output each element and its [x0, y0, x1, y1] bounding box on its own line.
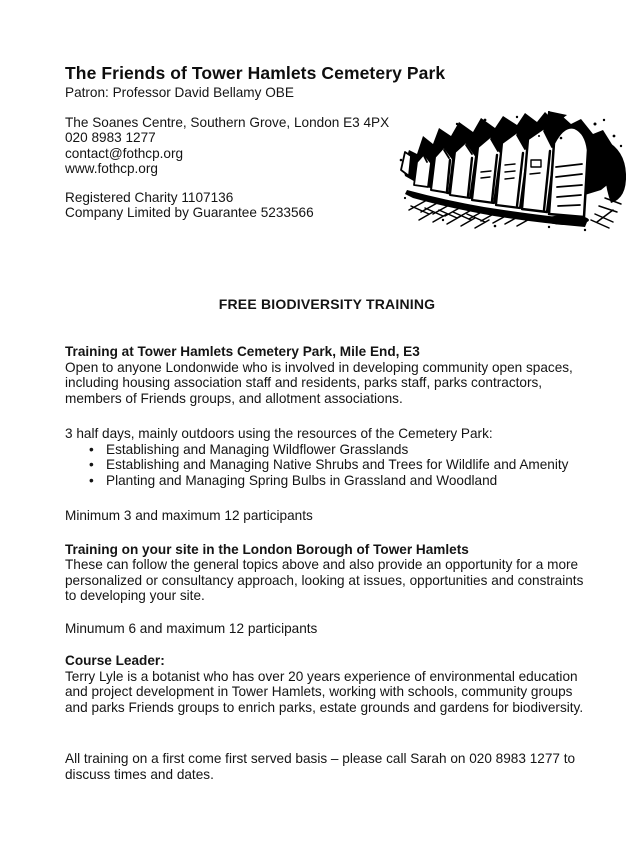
- bullet-icon: •: [89, 457, 94, 472]
- list-item: [65, 457, 589, 473]
- letterhead: [65, 62, 589, 221]
- flyer-title: FREE BIODIVERSITY TRAINING: [218, 295, 436, 312]
- course-bullet-text: Establishing and Managing Wildflower Grasslands: [106, 441, 409, 457]
- contact-block: [65, 115, 589, 177]
- paragraph-site-training: These can follow the general topics above and also provide an opportunity for a more personalized or consultancy approach, looking at issues, opportunities and constraints to developing your site.: [65, 557, 584, 603]
- org-name: The Friends of Tower Hamlets Cemetery Park: [65, 63, 446, 83]
- charity-number-line: Registered Charity 1107136: [65, 189, 234, 205]
- course-bullet-list: [65, 442, 589, 489]
- registration-block: [65, 190, 589, 221]
- company-number-line: Company Limited by Guarantee 5233566: [65, 205, 314, 220]
- document-content: [65, 62, 589, 782]
- participants-site-line: Minumum 6 and maximum 12 participants: [65, 620, 318, 636]
- course-bullet-text: Planting and Managing Spring Bulbs in Grassland and Woodland: [106, 472, 498, 488]
- paragraph-course-intro: 3 half days, mainly outdoors using the resources of the Cemetery Park:: [65, 426, 493, 441]
- bullet-icon: •: [89, 441, 94, 457]
- list-item: [65, 442, 589, 458]
- section-heading-park-training: Training at Tower Hamlets Cemetery Park, Mile End, E3: [65, 344, 420, 359]
- section-course-list: [65, 426, 589, 488]
- flyer-body: [65, 297, 589, 783]
- paragraph-park-training: Open to anyone Londonwide who is involved in developing community open spaces, including housing association staff and residents, parks staff, parks contractors, members of Friends groups, and allotment associations.: [65, 359, 573, 406]
- address-line: The Soanes Centre, Southern Grove, London E3 4PX: [65, 114, 390, 130]
- booking-footer-line: All training on a first come first served basis – please call Sarah on 020 8983 1277 to discuss times and dates.: [65, 751, 576, 782]
- section-course-leader: [65, 653, 589, 715]
- section-site-training: [65, 542, 589, 604]
- website-line: www.fothcp.org: [65, 161, 158, 176]
- participants-park-line: Minimum 3 and maximum 12 participants: [65, 508, 313, 523]
- section-heading-site-training: Training on your site in the London Borough of Tower Hamlets: [65, 541, 469, 557]
- patron-line: Patron: Professor David Bellamy OBE: [65, 85, 294, 100]
- list-item: [65, 473, 589, 489]
- bullet-icon: •: [89, 472, 94, 488]
- section-heading-course-leader: Course Leader:: [65, 653, 165, 668]
- section-park-training: [65, 344, 589, 406]
- email-line: contact@fothcp.org: [65, 145, 184, 161]
- phone-line: 020 8983 1277: [65, 130, 156, 145]
- course-bullet-text: Establishing and Managing Native Shrubs and Trees for Wildlife and Amenity: [106, 457, 569, 472]
- paragraph-course-leader: Terry Lyle is a botanist who has over 20 years experience of environmental education and project development in Tower Hamlets, working with schools, community groups and parks Friends groups to enrich parks, estate grounds and gardens for biodiversity.: [65, 668, 584, 715]
